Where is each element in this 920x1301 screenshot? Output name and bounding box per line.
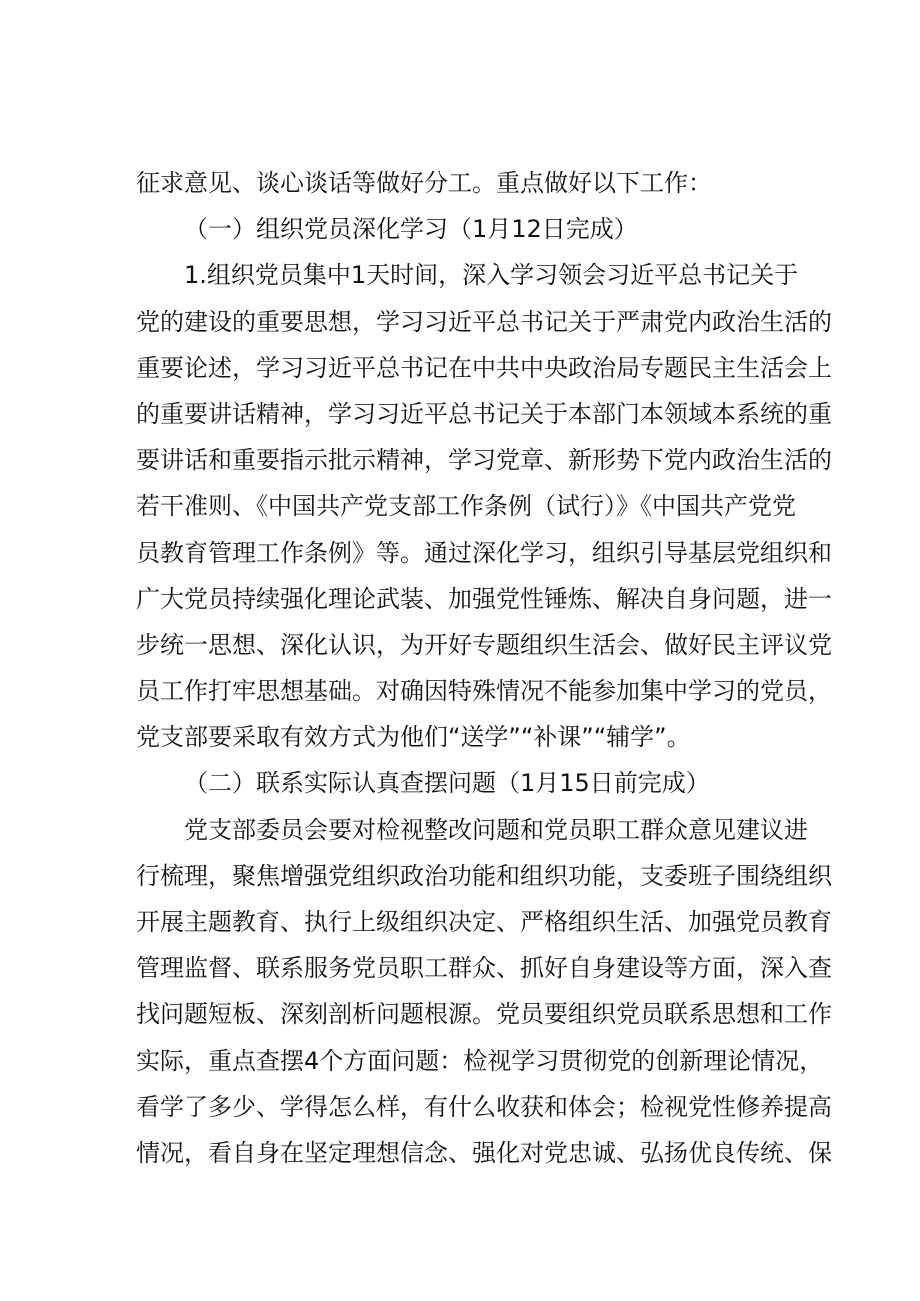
paragraph-line: 情况，看自身在坚定理想信念、强化对党忠诚、弘扬优良传统、保 (136, 1138, 832, 1167)
paragraph-line: 管理监督、联系服务党员职工群众、抓好自身建设等方面，深入查 (136, 954, 832, 983)
document-body (136, 160, 832, 1176)
paragraph-line: 开展主题教育、执行上级组织决定、严格组织生活、加强党员教育 (136, 908, 832, 936)
paragraph-line: 的重要讲话精神，学习习近平总书记关于本部门本领域本系统的重 (136, 399, 832, 428)
paragraph-line: 若干准则、《中国共产党支部工作条例（试行）》《中国共产党党 (136, 492, 796, 521)
paragraph-line: 行梳理，聚焦增强党组织政治功能和组织功能，支委班子围绕组织 (136, 861, 832, 890)
paragraph-line: 找问题短板、深刻剖析问题根源。党员要组织党员联系思想和工作 (136, 1000, 832, 1029)
paragraph-line: 重要论述，学习习近平总书记在中共中央政治局专题民主生活会上 (136, 353, 832, 382)
paragraph-line: 看学了多少、学得怎么样，有什么收获和体会；检视党性修养提高 (136, 1092, 832, 1121)
paragraph-line: 党的建设的重要思想，学习习近平总书记关于严肃党内政治生活的 (136, 307, 832, 336)
paragraph-line: 党支部要采取有效方式为他们“送学”“补课”“辅学”。 (136, 723, 691, 752)
paragraph-line: 步统一思想、深化认识，为开好专题组织生活会、做好民主评议党 (136, 630, 832, 659)
section-heading-2: （二）联系实际认真查摆问题（1月15日前完成） (184, 769, 710, 798)
paragraph-line: 征求意见、谈心谈话等做好分工。重点做好以下工作： (136, 169, 712, 197)
section-heading-1: （一）组织党员深化学习（1月12日完成） (184, 215, 638, 244)
paragraph-line: 员工作打牢思想基础。对确因特殊情况不能参加集中学习的党员， (136, 677, 832, 706)
paragraph-line: 要讲话和重要指示批示精神，学习党章、新形势下党内政治生活的 (136, 446, 832, 475)
paragraph-line: 员教育管理工作条例》等。通过深化学习，组织引导基层党组织和 (136, 538, 832, 567)
paragraph-line: 广大党员持续强化理论武装、加强党性锤炼、解决自身问题，进一 (136, 584, 832, 613)
paragraph-line: 1.组织党员集中1天时间，深入学习领会习近平总书记关于 (184, 261, 799, 290)
paragraph-line: 党支部委员会要对检视整改问题和党员职工群众意见建议进 (184, 815, 808, 844)
paragraph-line: 实际，重点查摆4个方面问题：检视学习贯彻党的创新理论情况， (136, 1046, 824, 1075)
